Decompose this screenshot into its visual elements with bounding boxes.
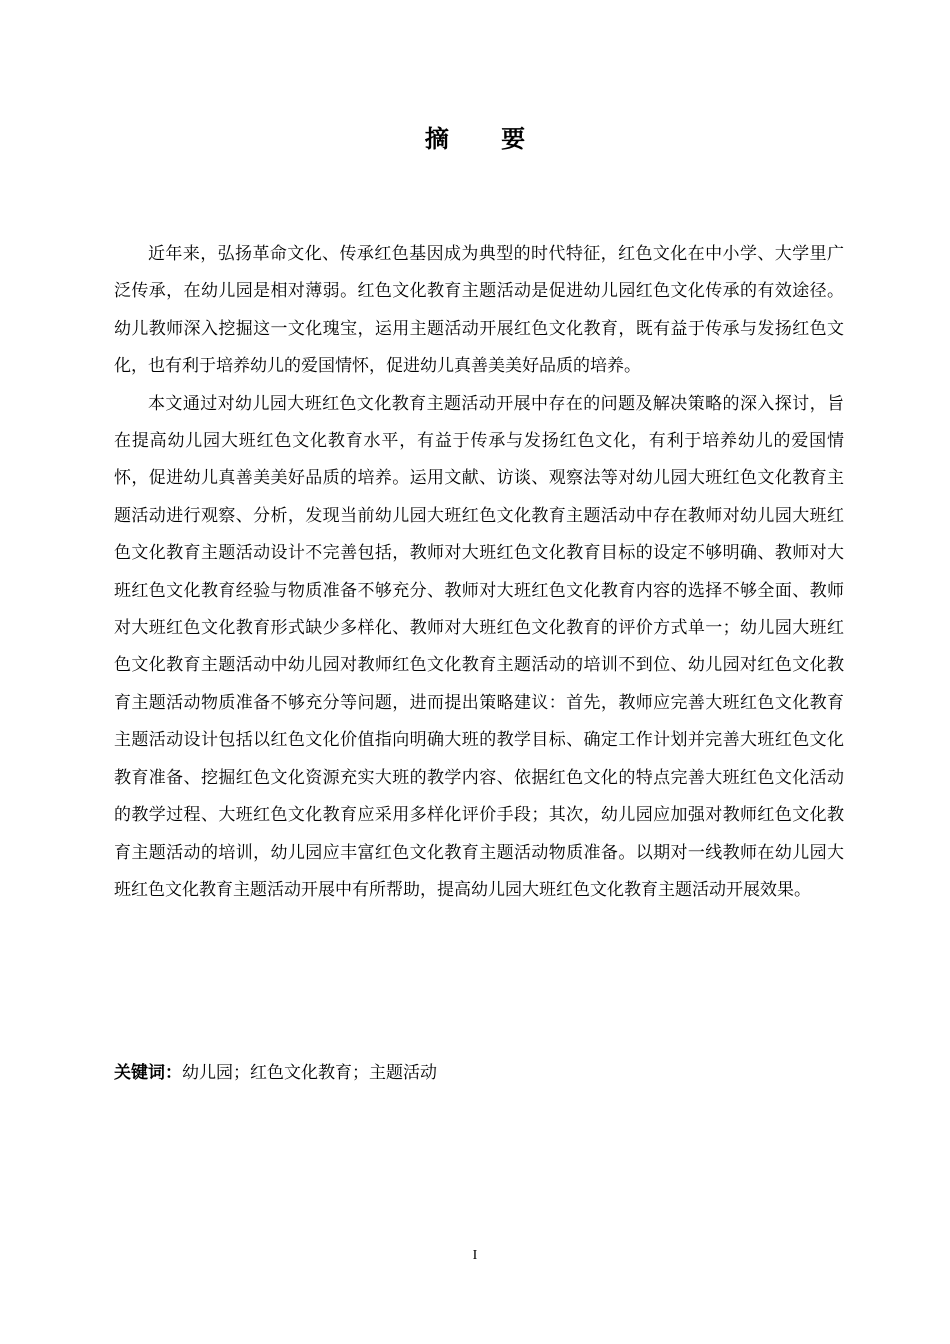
keywords-label: 关键词：	[114, 1063, 182, 1083]
abstract-paragraph-2: 本文通过对幼儿园大班红色文化教育主题活动开展中存在的问题及解决策略的深入探讨，旨在提高幼儿园大班红色文化教育水平，有益于传承与发扬红色文化，有利于培养幼儿的爱国情怀，促进幼儿真善美美好品质的培养。运用文献、访谈、观察法等对幼儿园大班红色文化教育主题活动进行观察、分析，发现当前幼儿园大班红色文化教育主题活动中存在教师对幼儿园大班红色文化教育主题活动设计不完善包括，教师对大班红色文化教育目标的设定不够明确、教师对大班红色文化教育经验与物质准备不够充分、教师对大班红色文化教育内容的选择不够全面、教师对大班红色文化教育形式缺少多样化、教师对大班红色文化教育的评价方式单一；幼儿园大班红色文化教育主题活动中幼儿园对教师红色文化教育主题活动的培训不到位、幼儿园对红色文化教育主题活动物质准备不够充分等问题，进而提出策略建议：首先，教师应完善大班红色文化教育主题活动设计包括以红色文化价值指向明确大班的教学目标、确定工作计划并完善大班红色文化教育准备、挖掘红色文化资源充实大班的教学内容、依据红色文化的特点完善大班红色文化活动的教学过程、大班红色文化教育应采用多样化评价手段；其次，幼儿园应加强对教师红色文化教育主题活动的培训，幼儿园应丰富红色文化教育主题活动物质准备。以期对一线教师在幼儿园大班红色文化教育主题活动开展中有所帮助，提高幼儿园大班红色文化教育主题活动开展效果。	[114, 393, 844, 900]
page-number: I	[472, 1248, 478, 1263]
keywords-text: 幼儿园；红色文化教育；主题活动	[182, 1063, 437, 1083]
abstract-body	[114, 236, 844, 909]
abstract-paragraph-1: 近年来，弘扬革命文化、传承红色基因成为典型的时代特征，红色文化在中小学、大学里广泛传承，在幼儿园是相对薄弱。红色文化教育主题活动是促进幼儿园红色文化传承的有效途径。幼儿教师深入挖掘这一文化瑰宝，运用主题活动开展红色文化教育，既有益于传承与发扬红色文化，也有利于培养幼儿的爱国情怀，促进幼儿真善美美好品质的培养。	[114, 244, 844, 377]
page-title: 摘 要	[424, 125, 548, 153]
keywords-line	[114, 1056, 844, 1090]
